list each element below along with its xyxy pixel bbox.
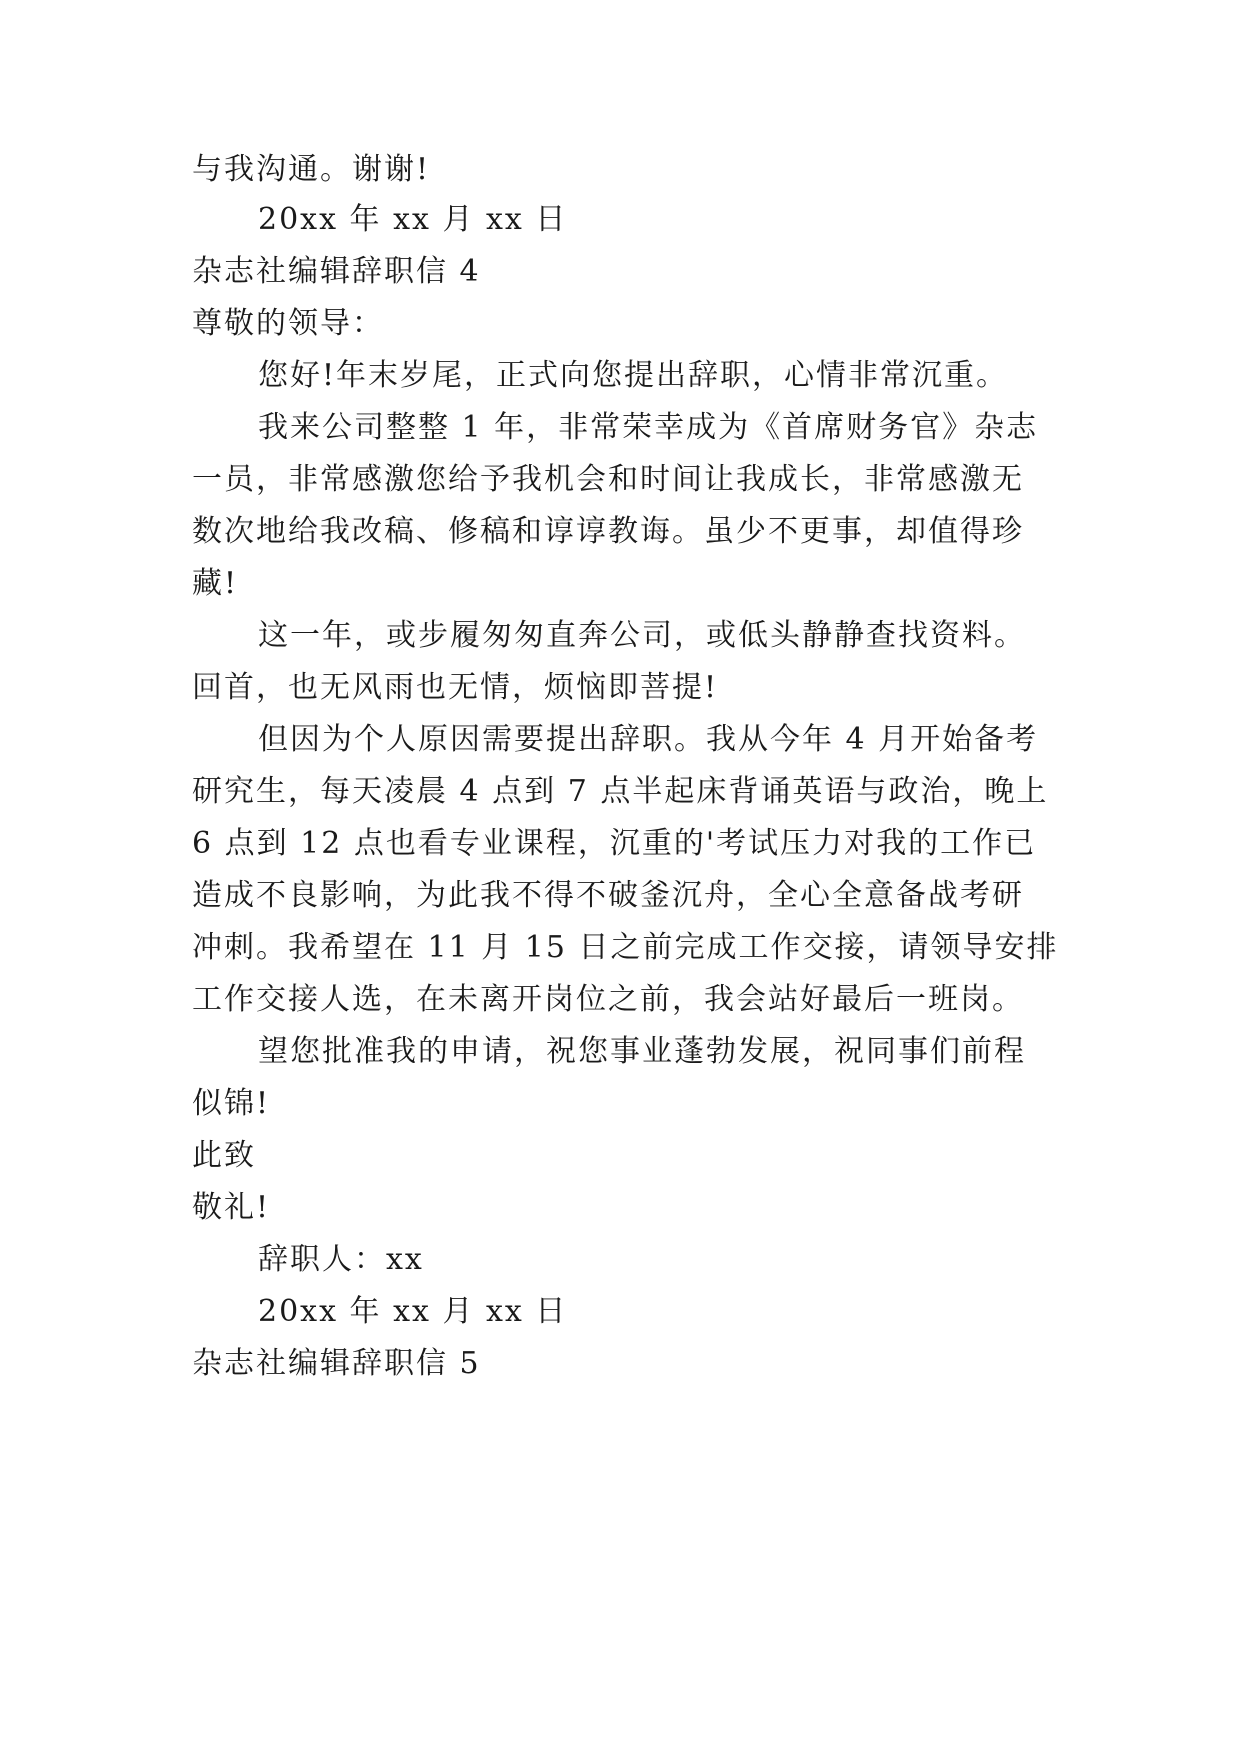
- paragraph-line: 但因为个人原因需要提出辞职。我从今年 4 月开始备考: [258, 722, 1039, 757]
- paragraph-line: 似锦!: [192, 1086, 271, 1121]
- paragraph-line: 这一年，或步履匆匆直奔公司，或低头静静查找资料。: [258, 618, 1026, 653]
- closing-salute: 敬礼!: [192, 1190, 271, 1225]
- paragraph-line: 研究生，每天凌晨 4 点到 7 点半起床背诵英语与政治，晚上: [192, 774, 1049, 809]
- paragraph-line: 6 点到 12 点也看专业课程，沉重的'考试压力对我的工作已: [192, 826, 1037, 861]
- paragraph-line: 藏!: [192, 566, 239, 601]
- paragraph-line: 我来公司整整 1 年，非常荣幸成为《首席财务官》杂志: [258, 410, 1039, 445]
- salutation: 尊敬的领导：: [192, 306, 384, 341]
- paragraph-line: 您好!年末岁尾，正式向您提出辞职，心情非常沉重。: [258, 358, 1009, 393]
- paragraph-line: 工作交接人选，在未离开岗位之前，我会站好最后一班岗。: [192, 982, 1024, 1017]
- paragraph-line: 造成不良影响，为此我不得不破釜沉舟，全心全意备战考研: [192, 878, 1024, 913]
- paragraph-line: 回首，也无风雨也无情，烦恼即菩提!: [192, 670, 719, 705]
- signature-line: 辞职人：xx: [258, 1242, 424, 1277]
- date-line: 20xx 年 xx 月 xx 日: [258, 202, 568, 237]
- closing-phrase: 此致: [192, 1138, 256, 1173]
- paragraph-line: 冲刺。我希望在 11 月 15 日之前完成工作交接，请领导安排: [192, 930, 1059, 965]
- closing-line: 与我沟通。谢谢!: [192, 152, 431, 187]
- letter-title: 杂志社编辑辞职信 5: [192, 1346, 481, 1381]
- date-line: 20xx 年 xx 月 xx 日: [258, 1294, 568, 1329]
- paragraph-line: 数次地给我改稿、修稿和谆谆教诲。虽少不更事，却值得珍: [192, 514, 1024, 549]
- paragraph-line: 望您批准我的申请，祝您事业蓬勃发展，祝同事们前程: [258, 1034, 1026, 1069]
- paragraph-line: 一员，非常感激您给予我机会和时间让我成长，非常感激无: [192, 462, 1024, 497]
- letter-title: 杂志社编辑辞职信 4: [192, 254, 481, 289]
